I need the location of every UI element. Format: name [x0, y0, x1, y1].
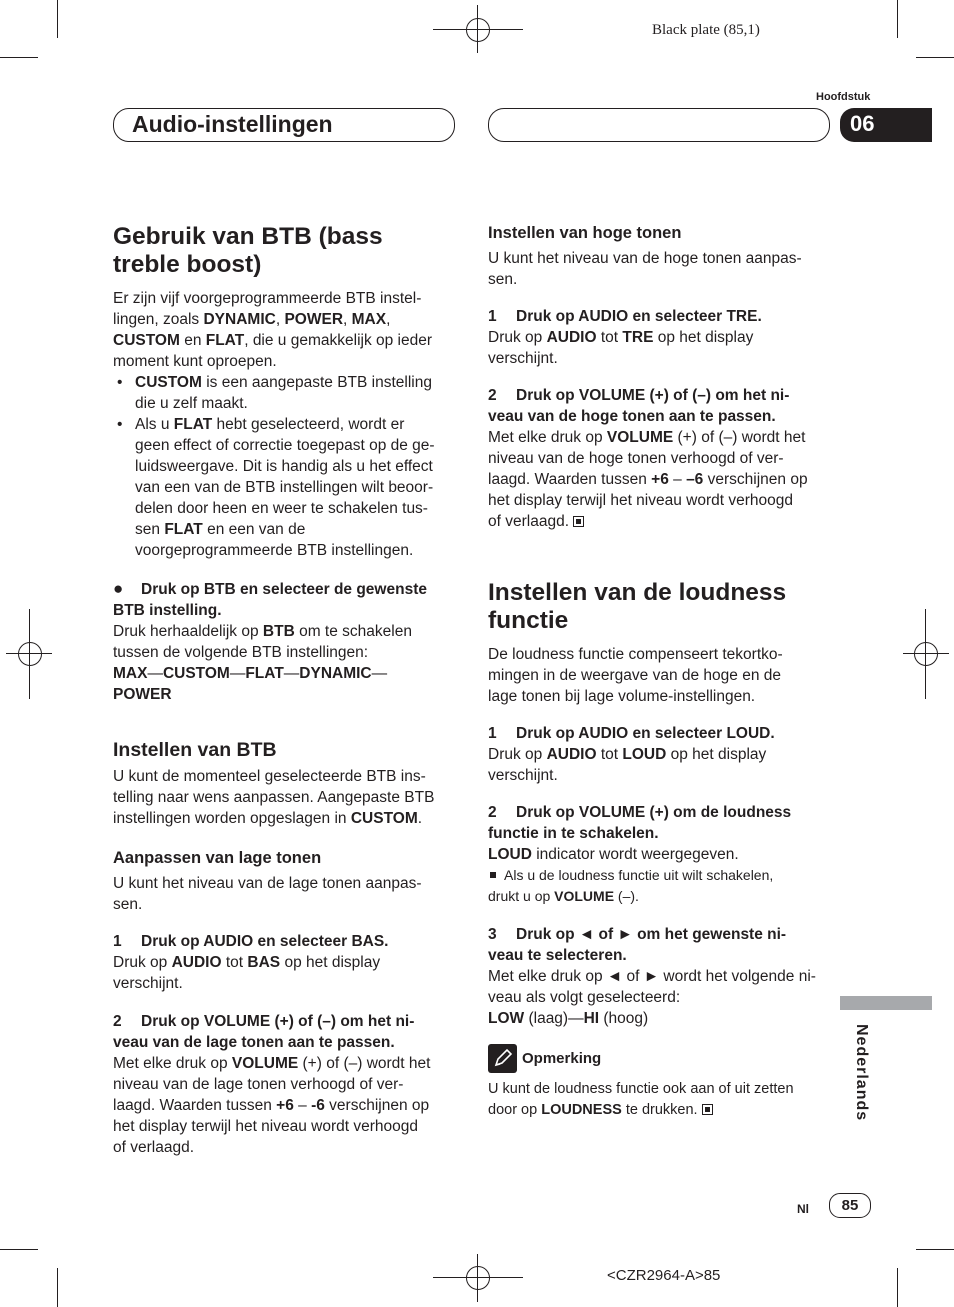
lage-tonen-text: U kunt het niveau van de lage tonen aanpas- sen.	[113, 875, 422, 913]
crop-mark	[0, 57, 38, 58]
footer-lang: Nl	[797, 1202, 809, 1216]
hoge-tonen-text: U kunt het niveau van de hoge tonen aanpas- sen.	[488, 250, 802, 288]
loudness-title: Instellen van de loudness functie	[488, 579, 787, 634]
section-header-pill	[113, 108, 455, 142]
hoge-step-2-desc: Met elke druk op VOLUME (+) of (–) wordt het niveau van de hoge tonen verhoogd of ver- laagd. Waarden tussen +6 – –6 verschijnen op het display terwijl het niveau wordt verhoogd of verlaagd.	[488, 429, 808, 530]
chapter-label: Hoofdstuk	[816, 91, 871, 103]
loudness-intro: De loudness functie compenseert tekortko- mingen in de weergave van de hoge en de lage tonen bij lage volume-instellingen.	[488, 646, 783, 705]
lage-step-2-desc: Met elke druk op VOLUME (+) of (–) wordt het niveau van de lage tonen verhoogd of ver- laagd. Waarden tussen +6 – -6 verschijnen op het display terwijl het niveau wordt verhoogd of verlaagd.	[113, 1055, 431, 1156]
end-mark-icon	[702, 1104, 713, 1115]
instellen-btb-title: Instellen van BTB	[113, 739, 277, 761]
crop-mark	[897, 1268, 898, 1307]
section-title: Audio-instellingen	[132, 111, 333, 137]
loud-step-2: 2 Druk op VOLUME (+) om de loudness functie in te schakelen.	[488, 804, 792, 842]
loud-step-3: 3 Druk op ◄ of ► om het gewenste ni- veau te selecteren.	[488, 926, 787, 964]
page-number: 85	[841, 1197, 859, 1214]
crop-mark	[916, 57, 954, 58]
loud-step-1-desc: Druk op AUDIO tot LOUD op het display verschijnt.	[488, 746, 767, 784]
hoge-tonen-title: Instellen van hoge tonen	[488, 224, 682, 242]
lage-step-1-desc: Druk op AUDIO tot BAS op het display verschijnt.	[113, 954, 381, 992]
hoge-step-2: 2 Druk op VOLUME (+) of (–) om het ni- veau van de hoge tonen aan te passen.	[488, 387, 790, 425]
chapter-number-box	[840, 108, 932, 142]
note-label: Opmerking	[522, 1050, 602, 1067]
loud-step-3-desc: Met elke druk op ◄ of ► wordt het volgende ni- veau als volgt geselecteerd: LOW (laag)—HI (hoog)	[488, 968, 816, 1027]
plate-label: Black plate (85,1)	[652, 22, 760, 38]
loud-step-1: 1 Druk op AUDIO en selecteer LOUD.	[488, 725, 775, 742]
language-tab-label: Nederlands	[853, 1024, 870, 1122]
crop-mark	[57, 1268, 58, 1307]
page-number-badge	[829, 1193, 871, 1218]
lage-step-2: 2 Druk op VOLUME (+) of (–) om het ni- veau van de lage tonen aan te passen.	[113, 1013, 415, 1051]
lage-step-1: 1 Druk op AUDIO en selecteer BAS.	[113, 933, 389, 950]
header-blank-pill	[488, 108, 830, 142]
bullet-custom: • CUSTOM is een aangepaste BTB instelling die u zelf maakt.	[117, 374, 432, 412]
footer-code: <CZR2964-A>85	[607, 1267, 721, 1284]
note-block	[488, 1044, 833, 1121]
left-column	[113, 223, 458, 1158]
step-btb-desc: Druk herhaaldelijk op BTB om te schakelen tussen de volgende BTB instellingen: MAX—CUSTOM—FLAT—DYNAMIC— POWER	[113, 623, 412, 703]
loud-step-2-note: Als u de loudness functie uit wilt schakelen, drukt u op VOLUME (–).	[488, 867, 774, 904]
language-tab-bar	[840, 996, 932, 1010]
loud-step-2-desc: LOUD indicator wordt weergegeven.	[488, 846, 739, 863]
crop-mark	[57, 0, 58, 38]
right-column	[488, 223, 833, 1121]
pencil-icon	[488, 1044, 517, 1073]
note-square-icon	[490, 872, 496, 878]
instellen-btb-text: U kunt de momenteel geselecteerde BTB ins- telling naar wens aanpassen. Aangepaste BTB instellingen worden opgeslagen in CUSTOM.	[113, 768, 435, 827]
lage-tonen-title: Aanpassen van lage tonen	[113, 849, 322, 867]
btb-intro: Er zijn vijf voorgeprogrammeerde BTB instel- lingen, zoals DYNAMIC, POWER, MAX, CUSTOM en FLAT, die u gemakkelijk op ieder moment kunt oproepen.	[113, 290, 433, 370]
note-text: U kunt de loudness functie ook aan of uit zetten door op LOUDNESS te drukken.	[488, 1081, 794, 1118]
bullet-flat: • Als u FLAT hebt geselecteerd, wordt er geen effect of correctie toegepast op de ge- luidsweergave. Dit is handig als u het effect van een van de BTB instellingen wilt beoor- delen door heen en weer te schakelen tus- sen FLAT en een van de voorgeprogrammeerde BTB instellingen.	[117, 416, 435, 559]
end-mark-icon	[573, 516, 584, 527]
btb-title: Gebruik van BTB (bass treble boost)	[113, 223, 383, 278]
hoge-step-1-desc: Druk op AUDIO tot TRE op het display verschijnt.	[488, 329, 754, 367]
hoge-step-1: 1 Druk op AUDIO en selecteer TRE.	[488, 308, 762, 325]
chapter-number: 06	[850, 111, 875, 136]
crop-mark	[0, 1249, 38, 1250]
step-btb-select: ● Druk op BTB en selecteer de gewenste BTB instelling.	[113, 579, 427, 619]
crop-mark	[897, 0, 898, 38]
crop-mark	[916, 1249, 954, 1250]
